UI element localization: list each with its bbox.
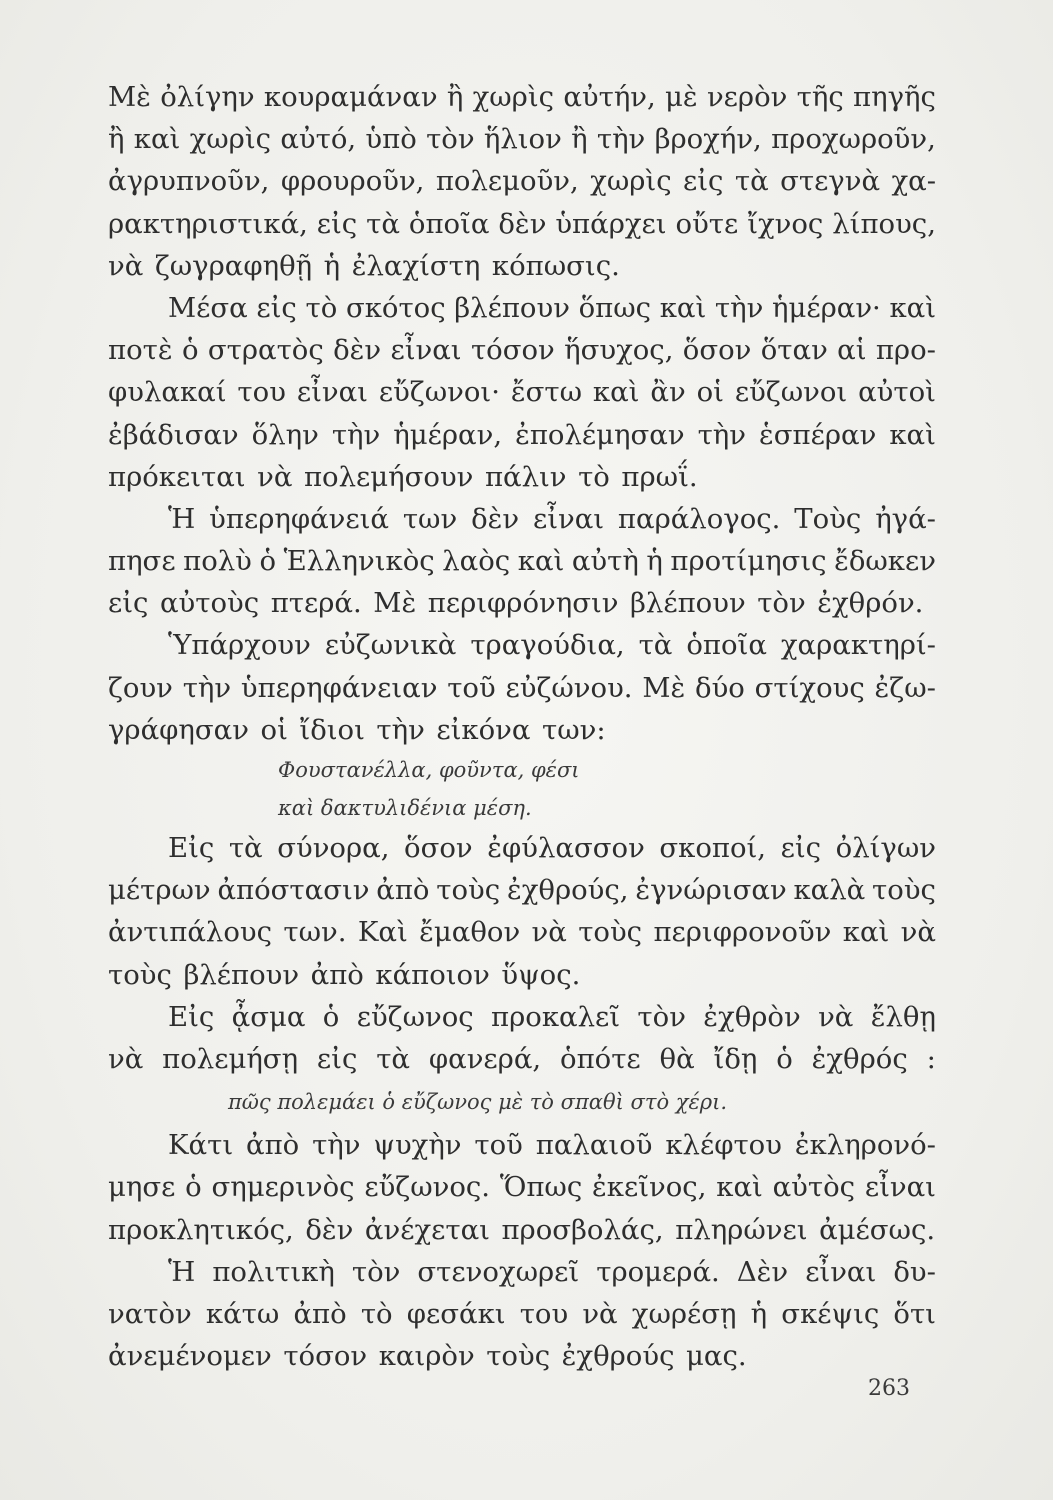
word: πολεμήσῃ (162, 1042, 299, 1075)
word: παράλογος. (617, 502, 781, 535)
word: τόσον (283, 1340, 368, 1373)
word: καὶ (133, 123, 181, 156)
word: του (519, 1297, 569, 1330)
page-number: 263 (868, 1376, 910, 1401)
word: Καὶ (357, 916, 408, 949)
word: Ἡ (168, 1255, 196, 1288)
word: καλὰ (793, 874, 866, 907)
word: ὅλην (251, 418, 319, 451)
word: τὴν (697, 418, 747, 451)
word: πηγῆς (853, 81, 936, 113)
word: ἢ (446, 81, 464, 113)
word: νὰ (818, 1000, 854, 1033)
word: Ὑπάρχουν (168, 629, 311, 662)
word: εὔζωνοι· (378, 376, 500, 409)
word: Μὲ (642, 671, 686, 704)
verse-line: καὶ δακτυλιδένια μέση. (278, 796, 532, 820)
word: καὶ (842, 916, 890, 949)
word: ἀπὸ (310, 958, 364, 991)
text-line (108, 954, 936, 996)
word: των (402, 502, 458, 535)
word: ἐκεῖνος, (592, 1171, 707, 1204)
word: στίχους (754, 671, 865, 704)
word: νατὸν (108, 1297, 192, 1330)
word: δυ- (893, 1255, 936, 1288)
word: ἀνεμένομεν (108, 1340, 272, 1373)
word: ἢ (571, 123, 588, 156)
word: εἶναι (532, 502, 605, 535)
text-line (108, 540, 936, 582)
word: προκαλεῖ (491, 1000, 621, 1033)
word: Κάτι (168, 1129, 234, 1162)
word: ζωγραφηθῇ (154, 249, 313, 282)
word: εἰς (780, 832, 822, 864)
word: τὸν (757, 587, 806, 620)
word: ἀνέχεται (364, 1213, 490, 1246)
word: αὐτοὺς (159, 587, 260, 620)
word: χωρὶς (472, 81, 555, 113)
word: ἀπὸ (376, 874, 430, 907)
word: ἐχθρόν. (817, 587, 924, 620)
word: ἀπόστασιν (217, 874, 370, 907)
paragraph-first-line (108, 498, 936, 540)
word: ἡ (750, 1297, 768, 1330)
word: αὐτὸς (772, 1171, 856, 1204)
word: σημερινὸς (211, 1171, 355, 1204)
word: πολεμοῦν, (435, 165, 579, 198)
word: προκλητικός, (108, 1213, 294, 1246)
text-line (108, 869, 936, 911)
word: ἔμαθον (419, 916, 521, 949)
word: ἐπολέμησαν (515, 418, 685, 451)
word: καὶ (592, 376, 640, 409)
text-line (108, 1166, 936, 1208)
word: μησε (108, 1171, 176, 1204)
word: εἰς (316, 1042, 358, 1075)
word: των. (283, 916, 347, 949)
word: τοὺς (436, 874, 501, 907)
word: ἐβάδισαν (108, 418, 239, 451)
word: πησε (108, 545, 176, 578)
word: ἡμέραν· (771, 291, 881, 324)
word: νὰ (108, 1042, 144, 1075)
word: καὶ (659, 291, 707, 324)
word: τῆς (796, 81, 844, 113)
word: τὰ (638, 629, 673, 662)
word: θὰ (659, 1042, 695, 1075)
word: ὁ (776, 1042, 793, 1075)
word: ἑσπέραν (759, 418, 877, 451)
word: τοὺς (108, 958, 172, 991)
word: ἴδῃ (713, 1042, 758, 1075)
word: ἠγά- (875, 502, 936, 535)
word: βλέπουν (183, 958, 300, 991)
word: αὐτὴ (571, 545, 639, 578)
text-line (108, 1293, 936, 1335)
word: ὁποῖα (408, 207, 490, 240)
word: ὕψος. (501, 958, 581, 991)
text-line (108, 203, 936, 245)
word: νὰ (108, 249, 144, 282)
word: βλέπουν (630, 587, 746, 620)
word: μέτρων (108, 874, 211, 907)
word: ἴδιοι (299, 713, 365, 746)
word: εἶναι (296, 376, 368, 409)
word: ἐλαχίστη (351, 249, 481, 282)
word: τραγούδια, (470, 629, 625, 662)
word: τρομερά. (596, 1255, 720, 1288)
word: εὐζωνικὰ (324, 629, 457, 662)
word: πληρώνει (675, 1213, 808, 1246)
word: ἐχθρός (811, 1042, 908, 1075)
word: νερὸν (706, 81, 788, 113)
word: πτερά. (270, 587, 362, 620)
word: φρουροῦν, (280, 165, 425, 198)
word: τὴν (182, 671, 232, 704)
word: τὸ (578, 460, 610, 493)
text-line (108, 160, 936, 202)
word: κλέφτου (665, 1129, 782, 1162)
text-line (108, 371, 936, 413)
word: χωρέσῃ (631, 1297, 737, 1330)
word: του (237, 376, 286, 409)
word: σύνορα, (277, 832, 390, 864)
word: ἐζω- (874, 671, 936, 704)
word: γράφησαν (108, 713, 249, 746)
word: Ἡ (168, 502, 196, 535)
word: προσβολάς, (501, 1213, 664, 1246)
word: δύο (695, 671, 745, 704)
word: κάποιον (375, 958, 490, 991)
word: ὅταν (760, 334, 828, 367)
word: στενοχωρεῖ (417, 1255, 580, 1288)
paragraph-first-line (108, 1251, 936, 1293)
word: τὴν (331, 418, 381, 451)
text-line (108, 582, 936, 624)
word: τὴν (376, 713, 425, 746)
word: ρακτηριστικά, (108, 207, 308, 240)
word: ὁ (185, 1171, 202, 1204)
verse-line: Φουστανέλλα, φοῦντα, φέσι (278, 758, 580, 782)
text-line (108, 1038, 936, 1080)
word: στρατὸς (207, 334, 324, 367)
text-line (108, 911, 936, 953)
word: εἰκόνα (436, 713, 531, 746)
word: ὀλίγων (835, 832, 936, 864)
word: εἶναι (864, 1171, 936, 1204)
word: σκοποί, (659, 832, 767, 864)
word: ἐφύλασσον (487, 832, 645, 864)
word: κουραμάναν (263, 81, 438, 113)
word: ἥλιον (483, 123, 562, 156)
word: εἶναι (805, 1255, 877, 1288)
word: δὲν (471, 502, 520, 535)
word: ὁπότε (560, 1042, 641, 1075)
word: ὁ (181, 334, 199, 367)
word: καὶ (889, 291, 936, 324)
word: πολιτικὴ (212, 1255, 335, 1288)
word: ὅτι (893, 1297, 936, 1330)
paragraph-first-line (108, 996, 936, 1038)
word: τοῦ (447, 671, 496, 704)
word: κάτω (205, 1297, 280, 1330)
word: χαρακτηρί- (780, 629, 936, 662)
word: λίπους, (832, 207, 936, 240)
word: ἀγρυπνοῦν, (108, 165, 270, 198)
word: καιρὸν (378, 1340, 475, 1373)
word: καὶ (716, 1171, 763, 1204)
word: ἥσυχος, (564, 334, 674, 367)
text-line (108, 1335, 936, 1377)
word: στεγνὰ (780, 165, 881, 198)
word: νὰ (582, 1297, 618, 1330)
word: οἱ (260, 713, 288, 746)
word: λαὸς (442, 545, 511, 578)
word: εἰς (683, 165, 724, 198)
text-line (108, 456, 936, 498)
word: τοὺς (872, 874, 936, 907)
word: Ὅπως (499, 1171, 583, 1204)
body-text (108, 76, 936, 1377)
word: των: (542, 713, 606, 746)
paragraph-first-line (108, 1124, 936, 1166)
paragraph-first-line (108, 287, 936, 329)
word: τὴν (596, 123, 646, 156)
word: ὁποῖα (686, 629, 767, 662)
word: ἐχθρούς, (506, 874, 629, 907)
text-line (108, 667, 936, 709)
word: τὸν (637, 1000, 686, 1033)
word: ἡ (323, 249, 341, 282)
word: πολεμήσουν (303, 460, 474, 493)
word: ἡ (646, 545, 663, 578)
word: ἔδωκεν (834, 545, 936, 578)
word: ἔστω (510, 376, 583, 409)
word: εἰς (256, 291, 297, 324)
word: χωρὶς (189, 123, 272, 156)
word: εἶναι (390, 334, 462, 367)
word: τὴν (312, 1129, 361, 1162)
word: σκότος (345, 291, 446, 324)
word: ἴχνος (747, 207, 824, 240)
word: παλαιοῦ (535, 1129, 653, 1162)
text-line (108, 118, 936, 160)
word: περιφρόνησιν (427, 587, 619, 620)
word: ἢ (108, 123, 125, 156)
word: ὁ (259, 545, 277, 578)
word: εὔζωνοι (734, 376, 848, 409)
word: τοῦ (474, 1129, 523, 1162)
text-line (108, 245, 936, 287)
word: φανερά, (428, 1042, 542, 1075)
word: ὅσον (682, 334, 752, 367)
text-line (108, 329, 936, 371)
word: ὑπερηφάνειά (209, 502, 389, 535)
word: προχωροῦν, (771, 123, 936, 156)
word: σκέψις (781, 1297, 880, 1330)
word: ποτὲ (108, 334, 173, 367)
word: οὔτε (675, 207, 739, 240)
word: χα- (891, 165, 936, 198)
word: μὲ (665, 81, 698, 113)
word: πάλιν (484, 460, 567, 493)
word: εἰς (108, 587, 149, 620)
word: εὔζωνος (356, 1000, 474, 1033)
word: αὐτό, (280, 123, 357, 156)
text-line (108, 76, 936, 118)
word: ὅσον (404, 832, 473, 864)
word: Εἰς (168, 832, 215, 864)
word: βροχήν, (654, 123, 762, 156)
word: ψυχὴν (373, 1129, 462, 1162)
text-line (108, 1209, 936, 1251)
word: πολὺ (183, 545, 252, 578)
paragraph-first-line (108, 624, 936, 666)
word: ἐχθρὸν (703, 1000, 801, 1033)
word: εὔζωνος. (364, 1171, 491, 1204)
text-line (108, 414, 936, 456)
word: Μὲ (108, 81, 151, 113)
word: Δὲν (736, 1255, 789, 1288)
word: Τοὺς (794, 502, 862, 535)
word: οἱ (696, 376, 724, 409)
word: τοὺς (578, 916, 643, 949)
word: ὅπως (578, 291, 652, 324)
word: ἐκληρονό- (794, 1129, 936, 1162)
verse-line: πῶς πολεμάει ὁ εὔζωνος μὲ τὸ σπαθὶ στὸ χέρι. (228, 1090, 728, 1115)
word: ἀμέσως. (819, 1213, 936, 1246)
word: τὰ (366, 207, 400, 240)
word: ὑπὸ (365, 123, 417, 156)
word: μας. (686, 1340, 747, 1373)
word: ᾆσμα (231, 1000, 306, 1033)
word: τὸ (360, 1297, 393, 1330)
word: ἂν (650, 376, 686, 409)
word: ἐγνώρισαν (635, 874, 787, 907)
word: τὸν (351, 1255, 401, 1288)
word: καὶ (889, 418, 936, 451)
word: τὰ (734, 165, 769, 198)
word: τὴν (714, 291, 764, 324)
word: ἡμέραν, (393, 418, 503, 451)
word: προ- (875, 334, 936, 367)
word: ἀπὸ (246, 1129, 300, 1162)
word: Μὲ (373, 587, 417, 620)
text-line (108, 709, 936, 751)
word: κόπωσις. (491, 249, 620, 282)
word: νὰ (531, 916, 567, 949)
word: τόσον (470, 334, 555, 367)
word: δὲν (498, 207, 547, 240)
word: Εἰς (168, 1000, 215, 1033)
paragraph-first-line (108, 827, 936, 869)
word: τὰ (376, 1042, 411, 1075)
word: ὀλίγην (160, 81, 255, 113)
word: νὰ (900, 916, 936, 949)
word: πρωΐ. (621, 460, 698, 493)
word: φεσάκι (406, 1297, 506, 1330)
word: ἐχθρούς (561, 1340, 675, 1373)
word: προτίμησις (670, 545, 827, 578)
word: Μέσα (168, 291, 248, 324)
word: καὶ (517, 545, 565, 578)
word: ὑπάρχει (555, 207, 667, 240)
word: δὲν (333, 334, 382, 367)
word: δὲν (305, 1213, 354, 1246)
word: αἱ (837, 334, 867, 367)
word: εἰς (316, 207, 358, 240)
word: αὐτήν, (563, 81, 656, 113)
word: ὁ (322, 1000, 340, 1033)
word: αὐτοὶ (858, 376, 936, 409)
word: τὸν (426, 123, 475, 156)
word: τὰ (228, 832, 263, 864)
word: : (926, 1042, 936, 1075)
word: ἔλθῃ (870, 1000, 936, 1033)
word: ζουν (108, 671, 173, 704)
word: βλέπουν (454, 291, 570, 324)
word: φυλακαί (108, 376, 227, 409)
word: ἀπὸ (293, 1297, 347, 1330)
word: νὰ (257, 460, 293, 493)
word: χωρὶς (590, 165, 672, 198)
word: τοὺς (486, 1340, 551, 1373)
word: περιφρονοῦν (653, 916, 832, 949)
word: τὸ (305, 291, 338, 324)
word: ἀντιπάλους (108, 916, 273, 949)
word: ὑπερηφάνειαν (240, 671, 438, 704)
word: πρόκειται (108, 460, 246, 493)
word: Ἑλληνικὸς (283, 545, 435, 578)
word: εὐζώνου. (505, 671, 633, 704)
